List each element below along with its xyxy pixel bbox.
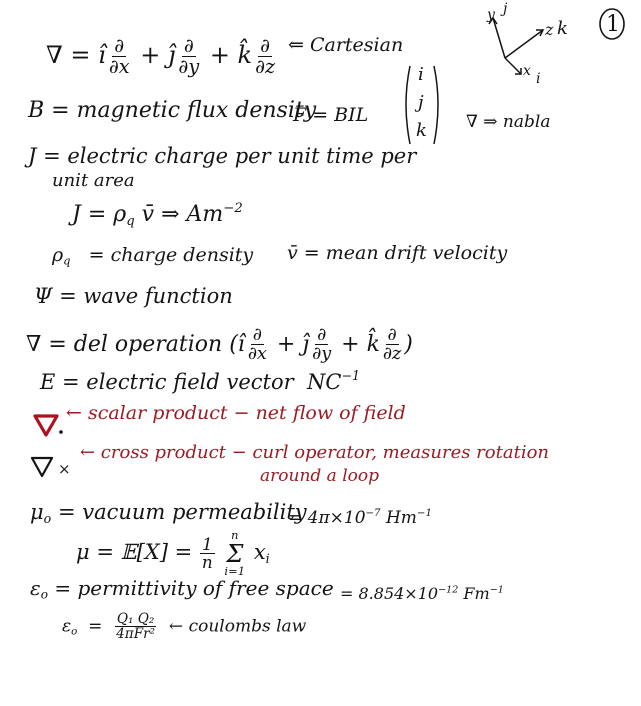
del-operation: ∇ = del operation (î $\frac{\partial}{\partial x}$ + ĵ $\frac{\partial}{\partial y}$ + k̂ $\frac{\partial}{\partial z}$ ) <box>26 325 413 365</box>
vector-k: k <box>416 120 427 141</box>
eps0-value: = $8.854\times 10^{-12}$ $Fm^{-1}$ <box>340 584 504 603</box>
coulomb-law: $\varepsilon_o$ = $\frac{\text{Q₁ Q₂}}{\text{4πFr²}}$ ← coulombs law <box>62 611 307 643</box>
j-definition-cont: unit area <box>52 170 135 191</box>
axis-j-label: j <box>503 1 508 17</box>
scalar-product-note: ← scalar product − net flow of field <box>66 402 406 424</box>
mu0-value: = $4\pi\times 10^{-7}$ $Hm^{-1}$ <box>288 507 432 528</box>
j-definition: J = electric charge per unit time per <box>28 144 417 168</box>
b-definition: B = magnetic flux density <box>28 98 317 123</box>
nabla-definition: ∇ = î $\frac{\partial}{\partial x}$ + ĵ $\frac{\partial}{\partial y}$ + k̂ $\frac{\partial}{\partial z}$ <box>46 34 276 79</box>
eps0-definition: $\varepsilon_o$ = permittivity of free space <box>30 576 334 602</box>
cross-product-note: ← cross product − curl operator, measures rotation <box>80 442 550 463</box>
axis-x-label: x <box>523 63 531 79</box>
axis-k-label: k <box>557 18 568 39</box>
axis-z-label: z <box>545 20 554 39</box>
charge-density-line: $\rho_q$ = charge density <box>52 244 254 268</box>
psi-definition: Ψ = wave function <box>34 284 233 308</box>
e-definition: E = electric field vector $NC^{-1}$ <box>40 368 361 394</box>
nabla-dot-symbol <box>32 412 62 438</box>
current-density-eq: $J = \rho_q$ v̄ ⇒ $Am^{-2}$ <box>72 200 243 229</box>
force-formula: F = BIL <box>293 104 369 126</box>
axis-y-label: y <box>487 7 495 23</box>
vector-j: j <box>418 92 424 113</box>
page-number: 1 <box>606 12 620 37</box>
mu0-definition: $\mu_o$ = vacuum permeability <box>30 500 307 526</box>
cross-symbol: × <box>58 460 71 478</box>
nabla-cross-symbol <box>30 454 56 478</box>
drift-velocity-line: v̄ = mean drift velocity <box>287 242 508 264</box>
nabla-alias: ∇ ⇒ nabla <box>466 112 551 132</box>
expectation-formula: μ = 𝔼[X] = $\frac{1}{n}$ n Σ i=1 $x_i$ <box>76 528 270 578</box>
axis-i-label: i <box>536 71 541 87</box>
cartesian-note: ⇐ Cartesian <box>288 34 404 56</box>
vector-i: i <box>418 64 424 85</box>
cross-product-note-cont: around a loop <box>260 466 380 486</box>
